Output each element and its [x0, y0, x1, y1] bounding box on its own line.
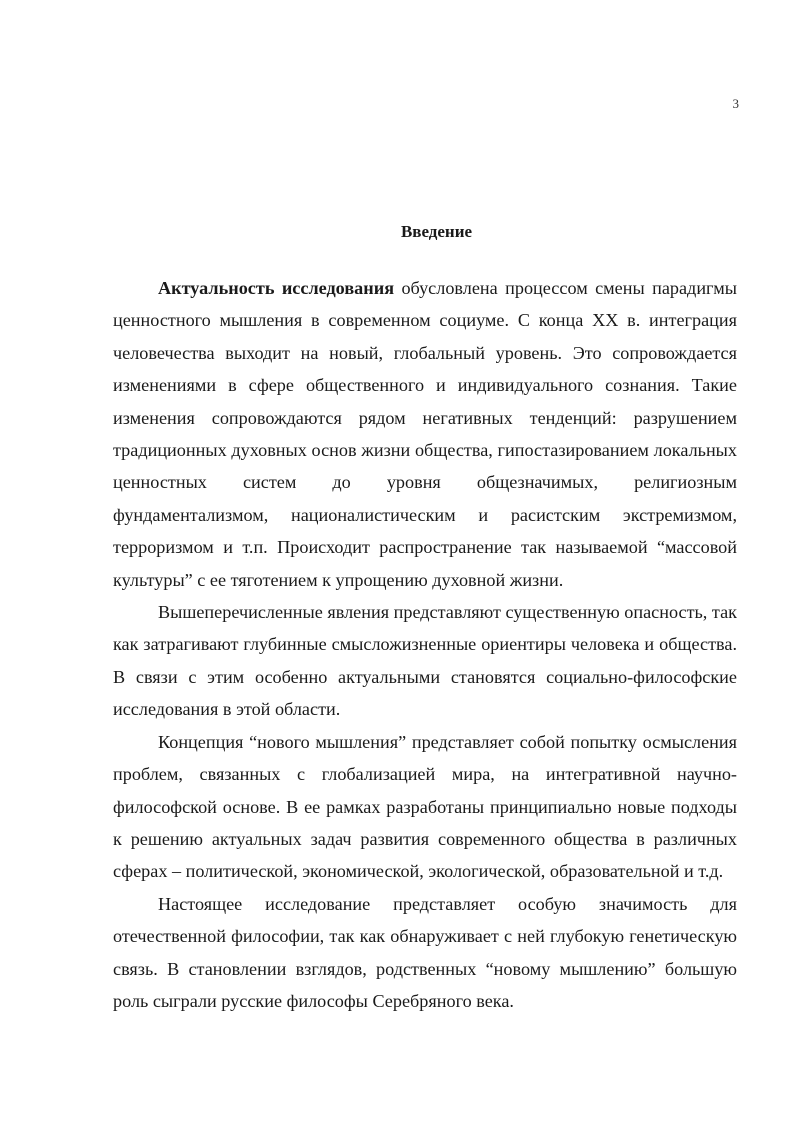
- paragraph: [113, 726, 737, 888]
- paragraph: [113, 888, 737, 1018]
- section-heading: Введение: [400, 222, 473, 241]
- paragraph-text: Вышеперечисленные явления представляют существенную опасность, так как затрагивают глубинные смысложизненные ориентиры человека и общества. В связи с этим особенно актуальными становятся социально-философские исследования в этой области.: [113, 602, 737, 720]
- paragraph: [113, 596, 737, 726]
- relevance-lead: Актуальность исследования: [158, 278, 395, 298]
- paragraph-text: обусловлена процессом смены парадигмы ценностного мышления в современном социуме. С конца XX в. интеграция человечества выходит на новый, глобальный уровень. Это сопровождается изменениями в сфере общественного и индивидуального сознания. Такие изменения сопровождаются рядом негативных тенденций: разрушением традиционных духовных основ жизни общества, гипостазированием локальных ценностных систем до уровня общезначимых, религиозным фундаментализмом, националистическим и расистским экстремизмом, терроризмом и т.п. Происходит распространение так называемой “массовой культуры” с ее тяготением к упрощению духовной жизни.: [113, 278, 737, 590]
- body-text: [113, 272, 737, 1017]
- page-number: 3: [732, 96, 739, 111]
- paragraph-text: Концепция “нового мышления” представляет собой попытку осмысления проблем, связанных с глобализацией мира, на интегративной научно-философской основе. В ее рамках разработаны принципиально новые подходы к решению актуальных задач развития современного общества в различных сферах – политической, экономической, экологической, образовательной и т.д.: [113, 731, 737, 882]
- paragraph-text: Настоящее исследование представляет особую значимость для отечественной философии, так как обнаруживает с ней глубокую генетическую связь. В становлении взглядов, родственных “новому мышлению” большую роль сыграли русские философы Серебряного века.: [113, 893, 737, 1011]
- paragraph-relevance: [113, 272, 737, 596]
